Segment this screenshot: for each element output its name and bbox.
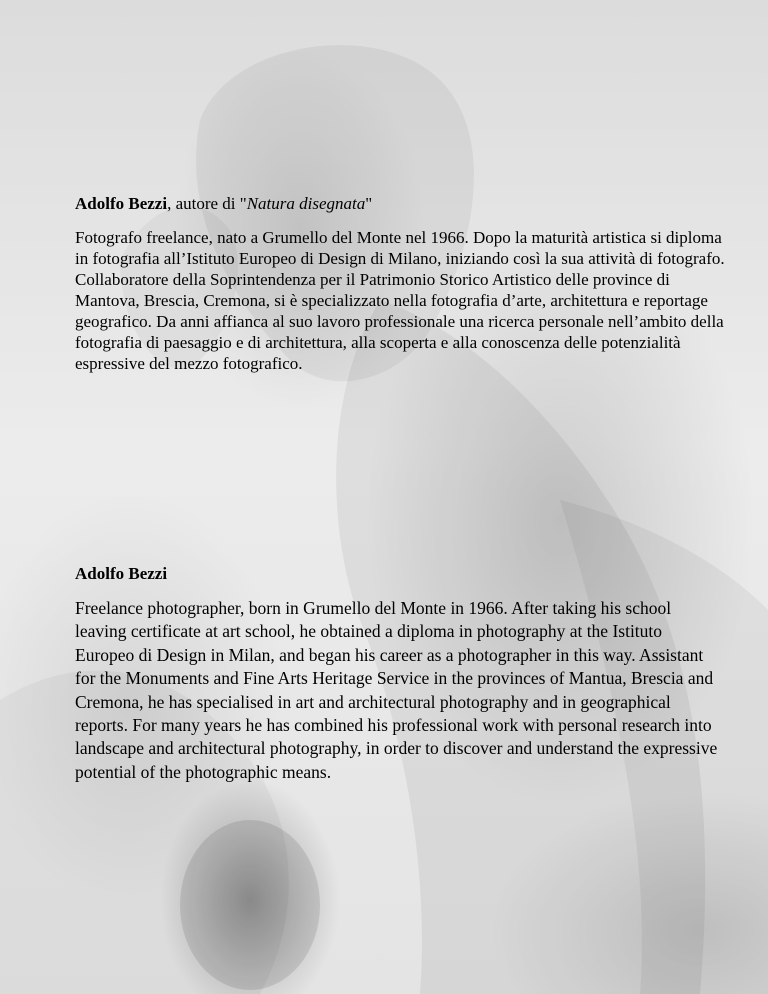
italian-heading-end: " [365,194,373,213]
italian-heading-text: , autore di " [167,194,247,213]
english-bio-section [75,563,725,784]
italian-bio-section [75,193,725,374]
english-bio-paragraph: Freelance photographer, born in Grumello del Monte in 1966. After taking his school leaving certificate at art school, he obtained a diploma in photography at the Istituto Europeo di Design in Milan, and began his career as a photographer in this way. Assistant for the Monuments and Fine Arts Heritage Service in the provinces of Mantua, Brescia and Cremona, he has specialised in art and architectural photography and in geographical reports. For many years he has combined his professional work with personal research into landscape and architectural photography, in order to discover and understand the expressive potential of the photographic means. [75,598,718,782]
english-bio-heading [75,563,725,584]
italian-bio-heading [75,193,725,214]
english-author-name: Adolfo Bezzi [75,564,168,583]
italian-book-title: Natura disegnata [246,194,366,213]
italian-author-name: Adolfo Bezzi [75,194,168,213]
italian-bio-paragraph: Fotografo freelance, nato a Grumello del Monte nel 1966. Dopo la maturità artistica si diploma in fotografia all’Istituto Europeo di Design di Milano, iniziando così la sua attività di fotografo. Collaboratore della Soprintendenza per il Patrimonio Storico Artistico delle province di Mantova, Brescia, Cremona, si è specializzato nella fotografia d’arte, architettura e reportage geografico. Da anni affianca al suo lavoro professionale una ricerca personale nell’ambito della fotografia di paesaggio e di architettura, alla scoperta e alla conoscenza delle potenzialità espressive del mezzo fotografico. [75,228,725,373]
